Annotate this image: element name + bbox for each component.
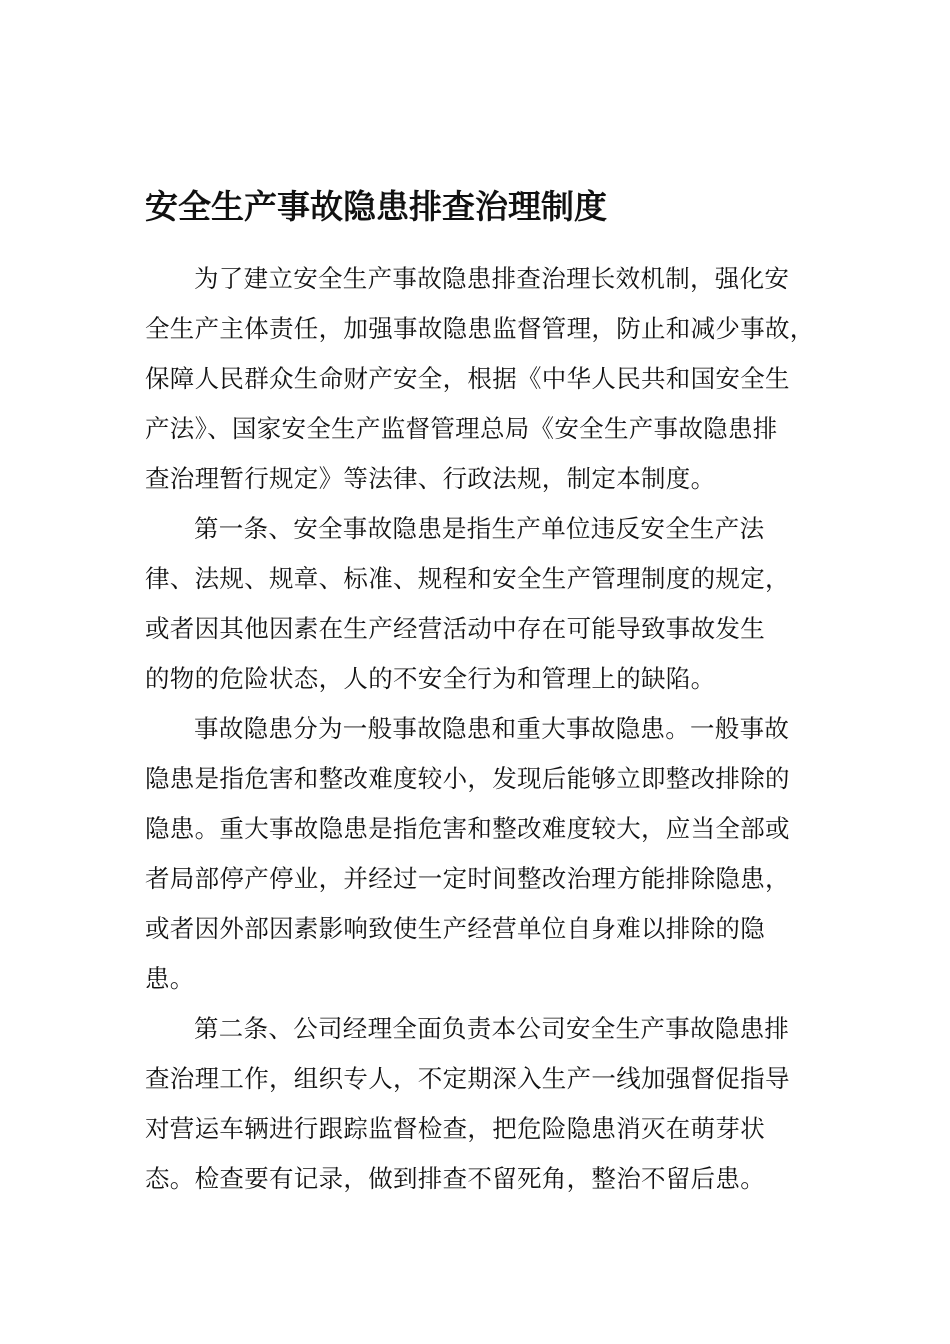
text-line: 者局部停产停业，并经过一定时间整改治理方能排除隐患， [145, 864, 790, 893]
text-line: 查治理暂行规定》等法律、行政法规，制定本制度。 [145, 464, 716, 493]
text-line: 或者因其他因素在生产经营活动中存在可能导致事故发生 [145, 614, 765, 643]
text-line: 或者因外部因素影响致使生产经营单位自身难以排除的隐 [145, 914, 765, 943]
document-title: 安全生产事故隐患排查治理制度 [145, 187, 607, 226]
text-line: 的物的危险状态，人的不安全行为和管理上的缺陷。 [145, 664, 716, 693]
text-line: 隐患是指危害和整改难度较小，发现后能够立即整改排除的 [145, 764, 790, 793]
text-line: 产法》、国家安全生产监督管理总局《安全生产事故隐患排 [145, 414, 778, 443]
text-line: 态。检查要有记录，做到排查不留死角，整治不留后患。 [145, 1164, 765, 1193]
text-line: 为了建立安全生产事故隐患排查治理长效机制，强化安 [194, 264, 790, 293]
text-line: 事故隐患分为一般事故隐患和重大事故隐患。一般事故 [194, 714, 790, 743]
text-line: 律、法规、规章、标准、规程和安全生产管理制度的规定， [145, 564, 790, 593]
text-line: 对营运车辆进行跟踪监督检查，把危险隐患消灭在萌芽状 [145, 1114, 765, 1143]
text-line: 全生产主体责任，加强事故隐患监督管理，防止和减少事故， [145, 314, 815, 343]
text-line: 第二条、公司经理全面负责本公司安全生产事故隐患排 [194, 1014, 790, 1043]
text-line: 患。 [145, 964, 195, 993]
text-line: 保障人民群众生命财产安全，根据《中华人民共和国安全生 [145, 364, 790, 393]
text-line: 第一条、安全事故隐患是指生产单位违反安全生产法 [194, 514, 765, 543]
text-line: 隐患。重大事故隐患是指危害和整改难度较大，应当全部或 [145, 814, 790, 843]
text-line: 查治理工作，组织专人，不定期深入生产一线加强督促指导 [145, 1064, 790, 1093]
